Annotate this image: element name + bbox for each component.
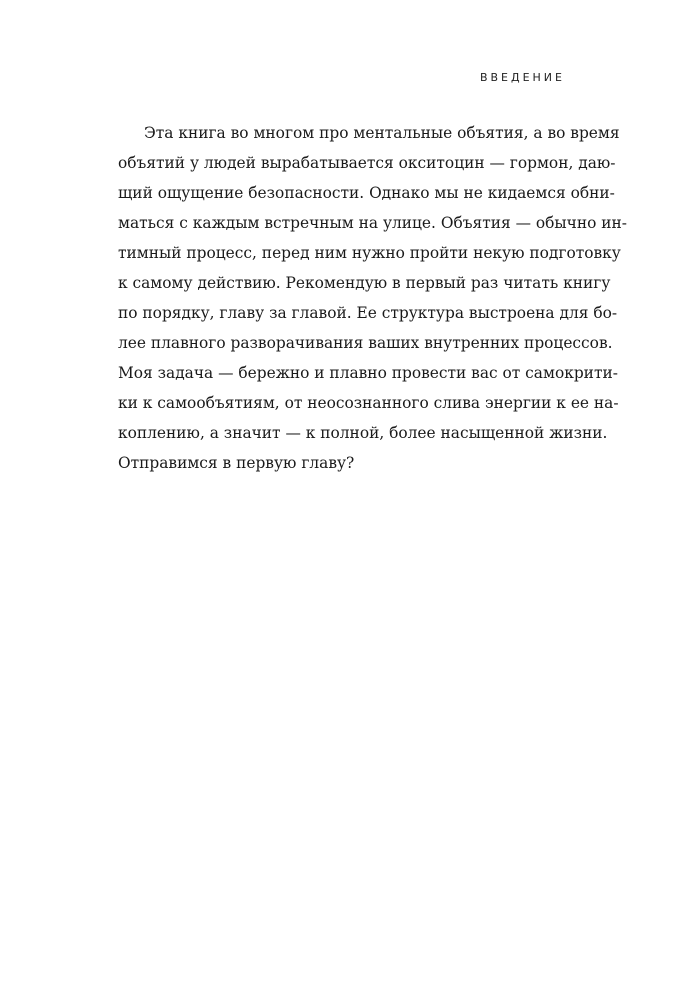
text-line: Эта книга во многом про ментальные объятия, а во время bbox=[144, 124, 620, 142]
text-line: тимный процесс, перед ним нужно пройти некую подготовку bbox=[118, 244, 621, 262]
text-line: ки к самообъятиям, от неосознанного слива энергии к ее на- bbox=[118, 394, 619, 412]
text-line: объятий у людей вырабатывается окситоцин — гормон, даю- bbox=[118, 154, 616, 172]
page-body bbox=[118, 118, 627, 478]
text-line: маться с каждым встречным на улице. Объятия — обычно ин- bbox=[118, 214, 627, 232]
text-line: к самому действию. Рекомендую в первый раз читать книгу bbox=[118, 274, 611, 292]
running-header: ВВЕДЕНИЕ bbox=[479, 71, 565, 84]
text-line: Отправимся в первую главу? bbox=[118, 454, 355, 472]
text-line: щий ощущение безопасности. Однако мы не кидаемся обни- bbox=[118, 184, 615, 202]
paragraph bbox=[118, 118, 627, 478]
text-line: коплению, а значит — к полной, более насыщенной жизни. bbox=[118, 424, 608, 442]
text-line: по порядку, главу за главой. Ее структура выстроена для бо- bbox=[118, 304, 618, 322]
text-line: Моя задача — бережно и плавно провести вас от самокрити- bbox=[118, 364, 618, 382]
text-line: лее плавного разворачивания ваших внутренних процессов. bbox=[118, 334, 613, 352]
